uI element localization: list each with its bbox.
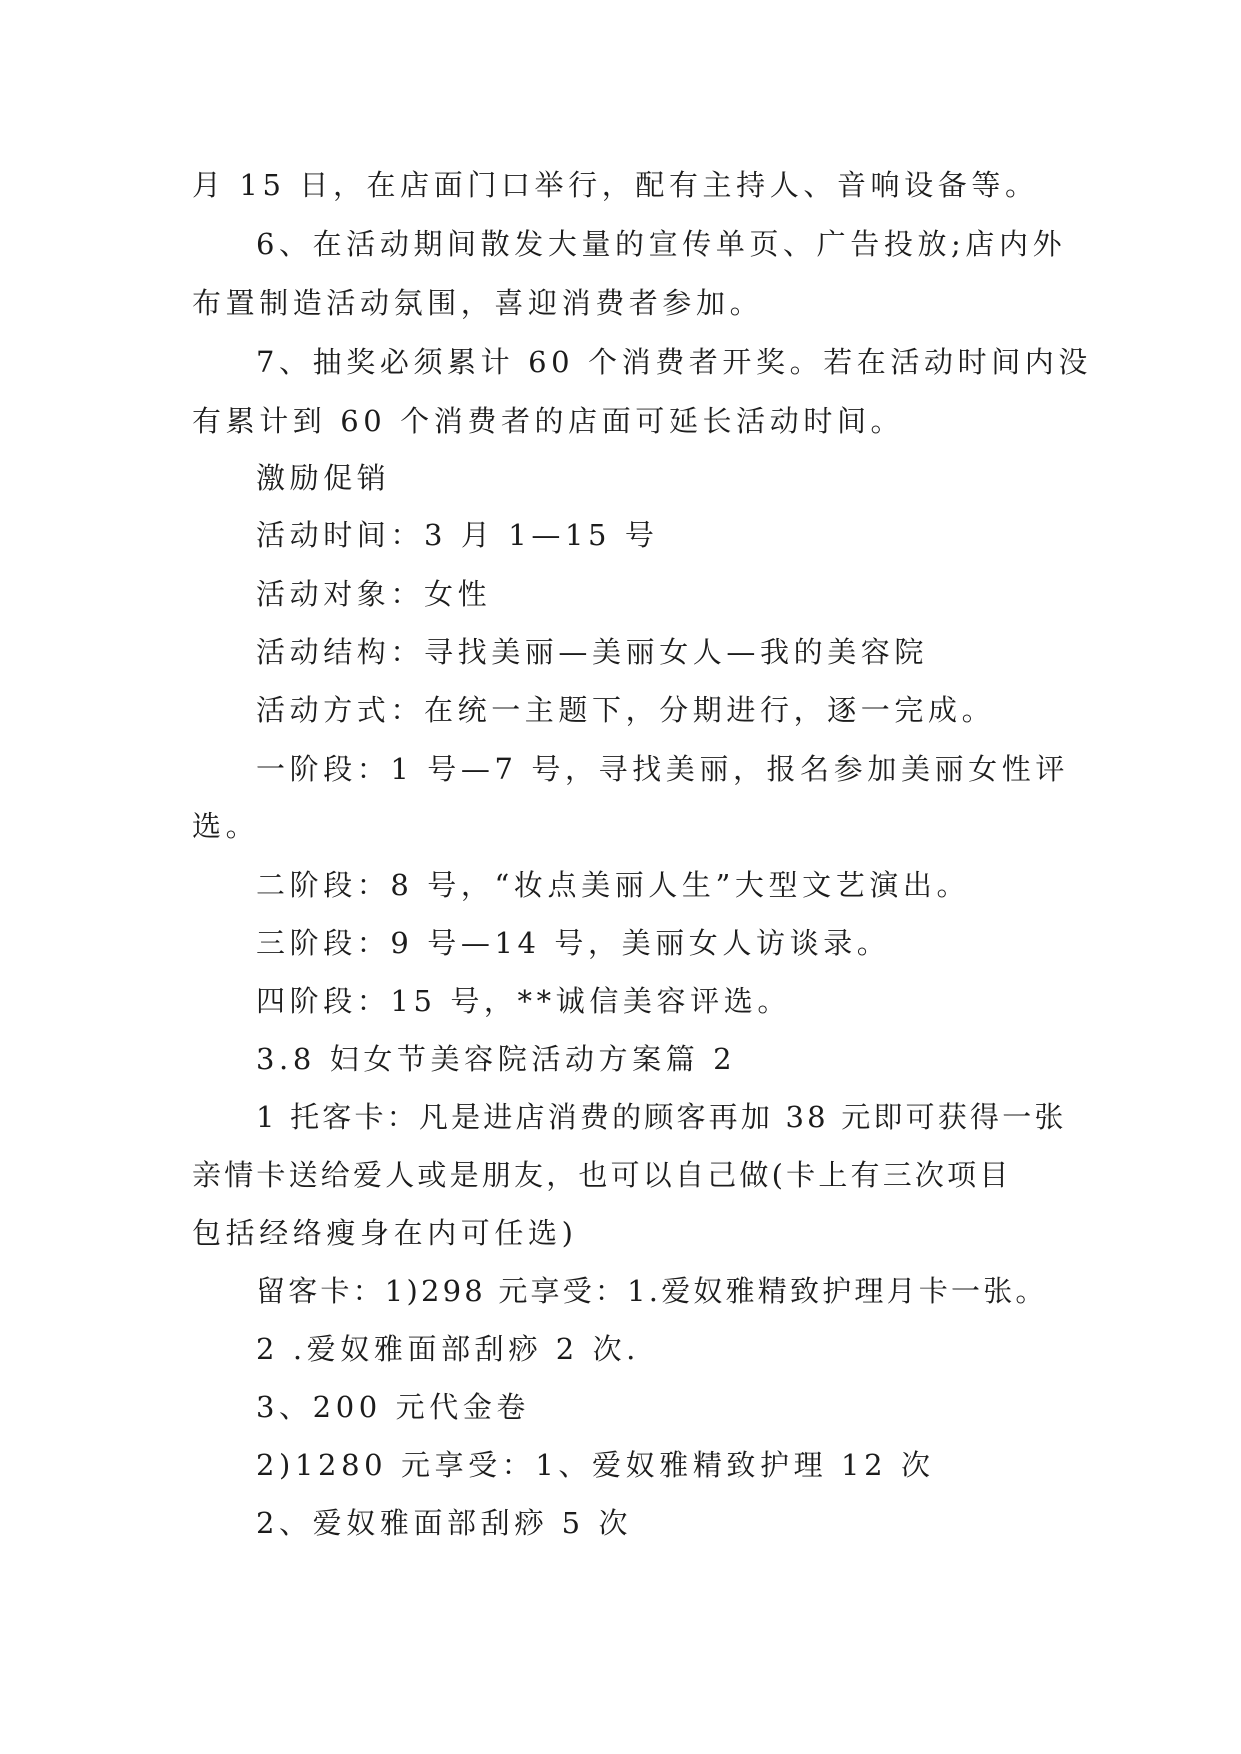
text-line: 7、抽奖必须累计 60 个消费者开奖。若在活动时间内没 xyxy=(256,345,1092,379)
text-line: 一阶段：1 号—7 号，寻找美丽，报名参加美丽女性评 xyxy=(256,752,1069,786)
text-line: 2、爱奴雅面部刮痧 5 次 xyxy=(256,1506,633,1540)
text-line: 四阶段：15 号，**诚信美容评选。 xyxy=(256,984,791,1018)
text-line: 3、200 元代金卷 xyxy=(256,1390,531,1424)
text-line: 选。 xyxy=(192,809,260,843)
text-line: 亲情卡送给爱人或是朋友，也可以自己做(卡上有三次项目 xyxy=(192,1158,1012,1192)
text-line: 留客卡：1)298 元享受：1.爱奴雅精致护理月卡一张。 xyxy=(256,1274,1048,1308)
text-line: 活动方式：在统一主题下，分期进行，逐一完成。 xyxy=(256,693,996,727)
text-line: 月 15 日，在店面门口举行，配有主持人、音响设备等。 xyxy=(192,168,1039,202)
text-line: 活动对象：女性 xyxy=(256,577,492,611)
text-line: 三阶段：9 号—14 号，美丽女人访谈录。 xyxy=(256,926,891,960)
text-line: 2)1280 元享受：1、爱奴雅精致护理 12 次 xyxy=(256,1448,935,1482)
text-line: 6、在活动期间散发大量的宣传单页、广告投放;店内外 xyxy=(256,227,1067,261)
text-line: 布置制造活动氛围，喜迎消费者参加。 xyxy=(192,286,764,320)
section-heading: 3.8 妇女节美容院活动方案篇 2 xyxy=(256,1042,737,1076)
text-line: 二阶段：8 号，“妆点美丽人生”大型文艺演出。 xyxy=(256,868,971,902)
text-line: 有累计到 60 个消费者的店面可延长活动时间。 xyxy=(192,404,905,438)
text-line: 活动时间：3 月 1—15 号 xyxy=(256,518,659,552)
text-line: 包括经络瘦身在内可任选) xyxy=(192,1216,578,1250)
section-heading: 激励促销 xyxy=(256,461,391,495)
text-line: 活动结构：寻找美丽—美丽女人—我的美容院 xyxy=(256,635,929,669)
text-line: 2 .爱奴雅面部刮痧 2 次. xyxy=(256,1332,640,1366)
text-line: 1 托客卡：凡是进店消费的顾客再加 38 元即可获得一张 xyxy=(256,1100,1067,1134)
